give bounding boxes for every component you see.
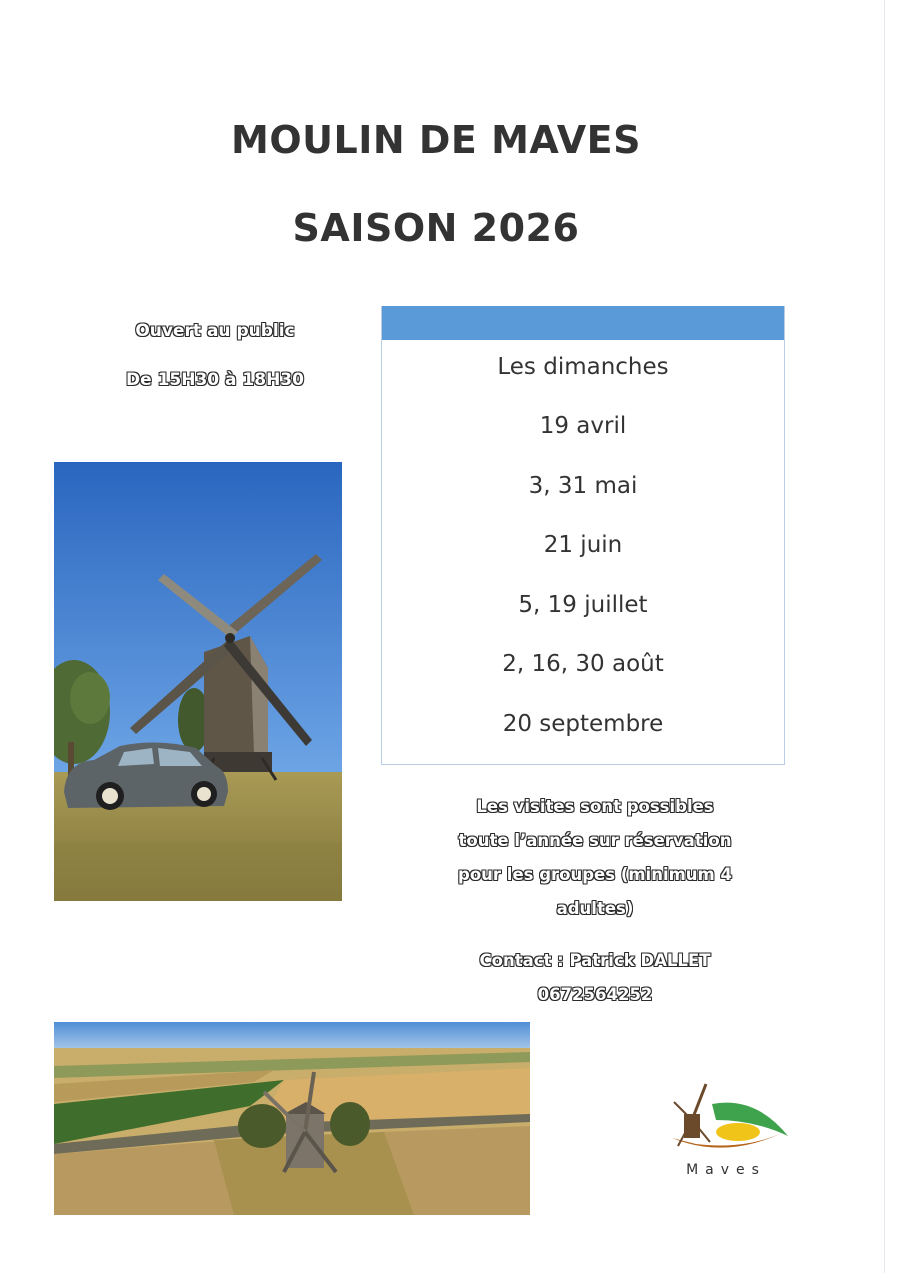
date-item: 19 avril	[539, 413, 627, 439]
visits-info	[440, 790, 750, 926]
contact-name: Contact : Patrick DALLET	[479, 951, 711, 970]
season-title: SAISON 2026	[292, 206, 580, 250]
visits-line: Les visites sont possibles	[476, 797, 714, 816]
contact-phone: 0672564252	[537, 985, 653, 1004]
contact-info	[440, 944, 750, 1012]
page-title: MOULIN DE MAVES	[231, 118, 641, 162]
visits-line: toute l’année sur réservation	[458, 831, 732, 850]
visits-line: adultes)	[556, 899, 634, 918]
date-item: 20 septembre	[502, 711, 664, 737]
logo-text: Maves	[686, 1162, 766, 1178]
page-edge	[884, 0, 885, 1273]
date-item: 2, 16, 30 août	[502, 651, 664, 677]
dates-panel	[381, 306, 785, 765]
date-item: 5, 19 juillet	[518, 592, 648, 618]
windmill-car-photo	[54, 462, 342, 901]
aerial-fields-illustration	[54, 1022, 530, 1215]
maves-logo	[666, 1076, 792, 1160]
date-item: 3, 31 mai	[528, 473, 638, 499]
windmill-logo-icon	[666, 1076, 792, 1160]
visits-line: pour les groupes (minimum 4	[458, 865, 732, 884]
dates-heading: Les dimanches	[497, 354, 669, 380]
opening-hours: De 15H30 à 18H30	[126, 370, 304, 390]
aerial-windmill-photo	[54, 1022, 530, 1215]
dates-panel-header	[382, 306, 784, 340]
windmill-car-illustration	[54, 462, 342, 901]
date-item: 21 juin	[543, 532, 623, 558]
opening-label: Ouvert au public	[135, 321, 295, 341]
